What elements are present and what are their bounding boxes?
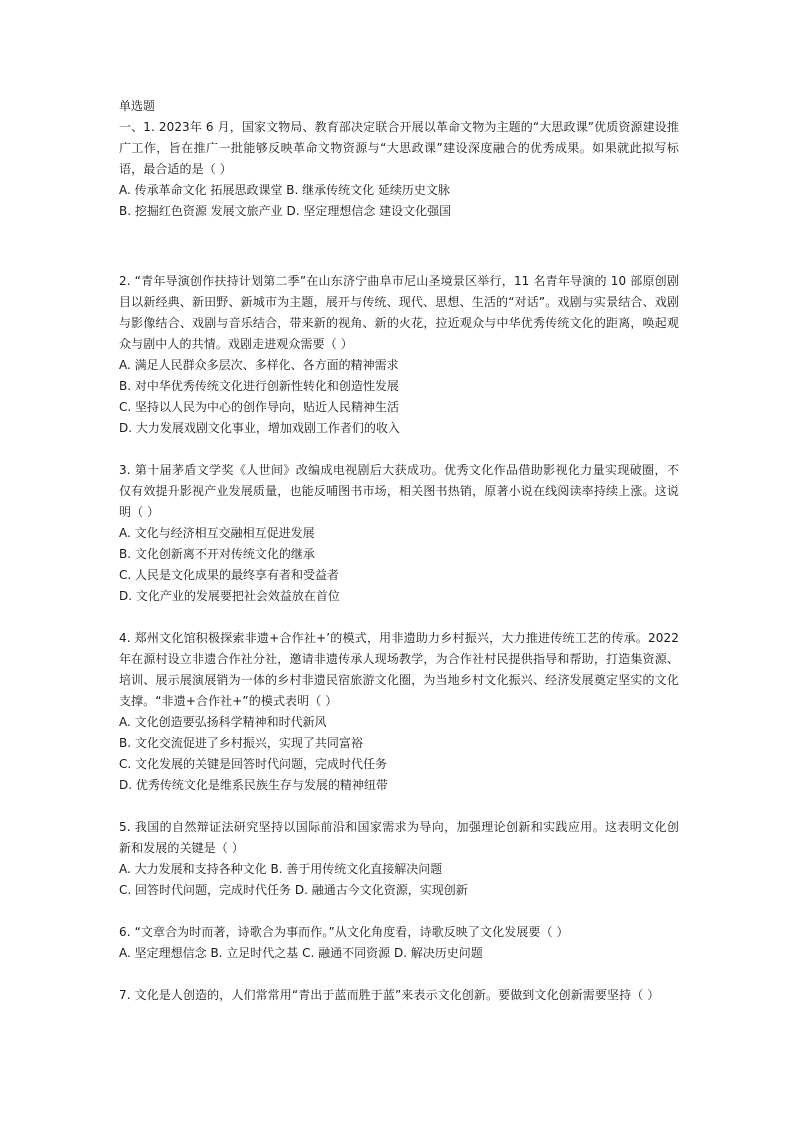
question-stem: 一、1. 2023年 6 月，国家文物局、教育部决定联合开展以革命文物为主题的“大思政课”优质资源建设推广工作，旨在推广一批能够反映革命文物资源与“大思政课”建设深度融合的优秀成果。如果就此拟写标语，最合适的是（ ） <box>119 120 679 176</box>
document-page <box>119 96 679 1006</box>
question-stem: 2. “青年导演创作扶持计划第二季”在山东济宁曲阜市尼山圣境景区举行，11 名青年导演的 10 部原创剧目以新经典、新田野、新城市为主题，展开与传统、现代、思想、生活的“对话”。戏剧与实景结合、戏剧与影像结合、戏剧与音乐结合，带来新的视角、新的火花，拉近观众与中华优秀传统文化的距离，唤起观众与剧中人的共情。戏剧走进观众需要（ ） <box>119 274 679 351</box>
question-2 <box>119 271 679 439</box>
question-6 <box>119 922 679 964</box>
spacer <box>119 222 679 271</box>
option-line: C. 人民是文化成果的最终享有者和受益者 <box>119 568 340 582</box>
spacer <box>119 607 679 628</box>
option-line: D. 大力发展戏剧文化事业，增加戏剧工作者们的收入 <box>119 421 400 435</box>
option-line: A. 坚定理想信念 B. 立足时代之基 C. 融通不同资源 D. 解决历史问题 <box>119 946 483 960</box>
option-line: D. 文化产业的发展要把社会效益放在首位 <box>119 589 340 603</box>
option-line: A. 满足人民群众多层次、多样化、各方面的精神需求 <box>119 358 399 372</box>
option-line: B. 对中华优秀传统文化进行创新性转化和创造性发展 <box>119 379 399 393</box>
spacer <box>119 901 679 922</box>
question-stem: 6. “文章合为时而著，诗歌合为事而作。”从文化角度看，诗歌反映了文化发展要（ ） <box>119 925 569 939</box>
option-line: A. 传承革命文化 拓展思政课堂 B. 继承传统文化 延续历史文脉 <box>119 183 450 197</box>
section-title: 单选题 <box>119 99 156 113</box>
question-4 <box>119 628 679 796</box>
option-line: B. 文化交流促进了乡村振兴，实现了共同富裕 <box>119 736 363 750</box>
question-stem: 3. 第十届茅盾文学奖《人世间》改编成电视剧后大获成功。优秀文化作品借助影视化力量实现破圈，不仅有效提升影视产业发展质量，也能反哺图书市场，相关图书热销，原著小说在线阅读率持续上涨。这说明（ ） <box>119 463 679 519</box>
option-line: A. 文化创造要弘扬科学精神和时代新风 <box>119 715 327 729</box>
option-line: A. 大力发展和支持各种文化 B. 善于用传统文化直接解决问题 <box>119 862 443 876</box>
question-stem: 5. 我国的自然辩证法研究坚持以国际前沿和国家需求为导向，加强理论创新和实践应用。这表明文化创新和发展的关键是（ ） <box>119 820 679 855</box>
spacer <box>119 439 679 460</box>
option-line: A. 文化与经济相互交融相互促进发展 <box>119 526 315 540</box>
option-line: C. 文化发展的关键是回答时代问题，完成时代任务 <box>119 757 388 771</box>
option-line: C. 回答时代问题，完成时代任务 D. 融通古今文化资源，实现创新 <box>119 883 468 897</box>
option-line: B. 文化创新离不开对传统文化的继承 <box>119 547 315 561</box>
question-1 <box>119 117 679 222</box>
question-3 <box>119 460 679 607</box>
option-line: D. 优秀传统文化是维系民族生存与发展的精神纽带 <box>119 778 388 792</box>
option-line: C. 坚持以人民为中心的创作导向，贴近人民精神生活 <box>119 400 400 414</box>
option-line: B. 挖掘红色资源 发展文旅产业 D. 坚定理想信念 建设文化强国 <box>119 204 452 218</box>
question-stem: 7. 文化是人创造的，人们常常用“青出于蓝而胜于蓝”来表示文化创新。要做到文化创新需要坚持（ ） <box>119 988 660 1002</box>
question-7 <box>119 985 679 1006</box>
spacer <box>119 964 679 985</box>
question-5 <box>119 817 679 901</box>
spacer <box>119 796 679 817</box>
question-stem: 4. 郑州文化馆积极探索非遗+合作社+’的模式，用非遗助力乡村振兴，大力推进传统工艺的传承。2022 年在源村设立非遗合作社分社，邀请非遗传承人现场教学，为合作社村民提供指导和帮助，打造集资源、培训、展示展演展销为一体的乡村非遗民宿旅游文化圈，为当地乡村文化振兴、经济发展奠定坚实的文化支撑。“非遗+合作社+”的模式表明（ ） <box>119 631 679 708</box>
